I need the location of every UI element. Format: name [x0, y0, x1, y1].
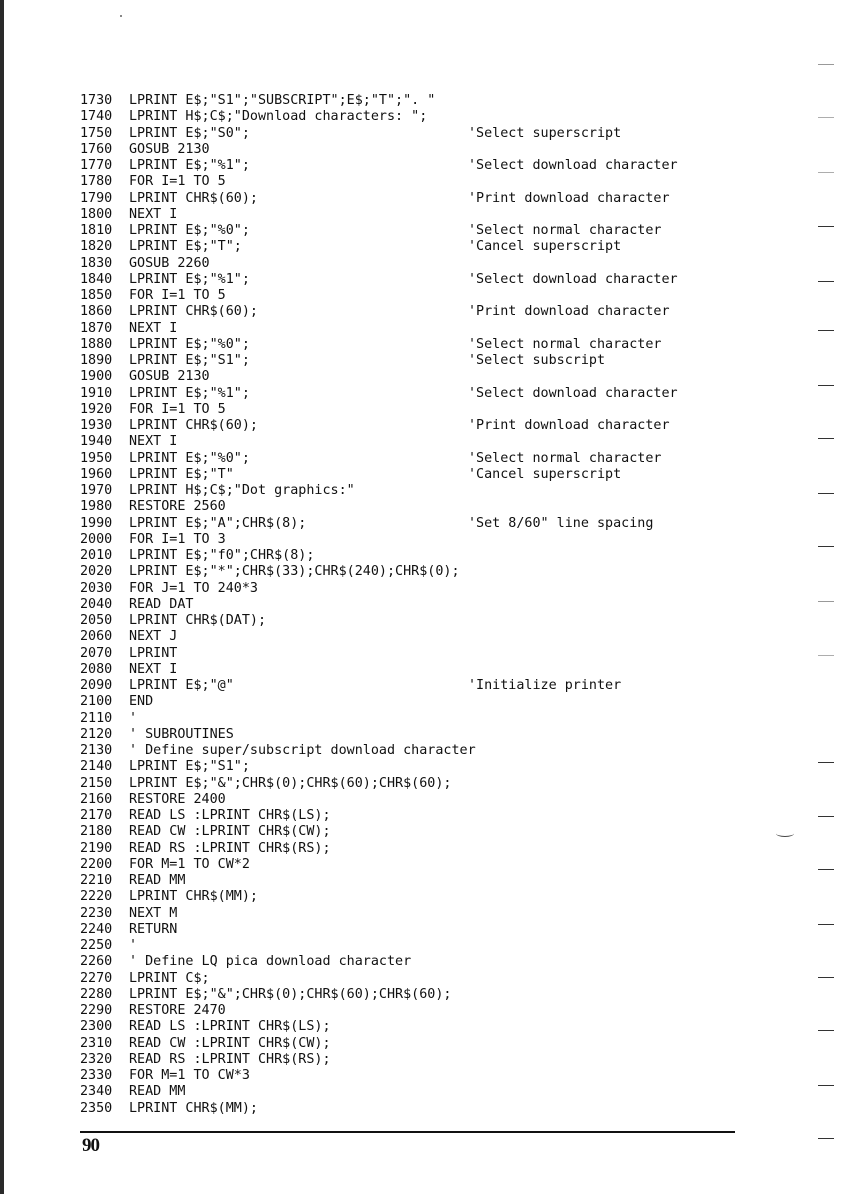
code-comment: 'Print download character — [468, 190, 670, 206]
line-number: 2030 — [80, 580, 113, 596]
code-line — [80, 207, 780, 223]
code-statement: READ LS :LPRINT CHR$(LS); — [129, 808, 331, 823]
line-number: 1950 — [80, 450, 113, 466]
code-statement: LPRINT E$;"%0"; — [129, 450, 250, 466]
code-line — [80, 581, 780, 597]
code-line — [80, 759, 780, 775]
code-statement: LPRINT CHR$(60); — [129, 418, 258, 433]
line-number: 1750 — [80, 125, 113, 141]
code-statement: ' — [129, 710, 138, 726]
code-statement: FOR I=1 TO 5 — [129, 174, 226, 190]
line-number: 2230 — [80, 905, 113, 921]
code-line — [80, 499, 780, 515]
line-number: 2330 — [80, 1068, 113, 1083]
code-statement: NEXT I — [129, 320, 178, 336]
code-line — [80, 93, 780, 109]
line-number: 2310 — [80, 1035, 113, 1051]
code-line — [80, 694, 780, 710]
page-number: 90 — [82, 1135, 99, 1156]
code-statement: RESTORE 2400 — [129, 791, 226, 807]
line-number: 2280 — [80, 986, 113, 1002]
code-statement: LPRINT E$;"T"; — [129, 239, 242, 255]
code-line — [80, 727, 780, 743]
line-number: 2000 — [80, 531, 113, 547]
code-statement: LPRINT E$;"%0"; — [129, 223, 250, 238]
line-number: 1970 — [80, 483, 113, 498]
margin-mark — [818, 1085, 834, 1086]
code-line — [80, 223, 780, 239]
code-statement: LPRINT E$;"T" — [129, 466, 234, 482]
line-number: 2090 — [80, 678, 113, 693]
line-number: 1760 — [80, 141, 113, 157]
code-statement: FOR I=1 TO 5 — [129, 401, 226, 417]
margin-mark — [818, 816, 834, 817]
line-number: 2160 — [80, 791, 113, 807]
line-number: 2170 — [80, 808, 113, 823]
code-comment: 'Select normal character — [468, 336, 662, 352]
line-number: 1990 — [80, 515, 113, 531]
code-statement: READ MM — [129, 873, 186, 888]
code-line — [80, 272, 780, 288]
line-number: 2340 — [80, 1084, 113, 1100]
line-number: 2140 — [80, 759, 113, 775]
code-line — [80, 174, 780, 190]
code-line — [80, 1084, 780, 1100]
line-number: 2050 — [80, 613, 113, 628]
margin-mark — [818, 172, 834, 173]
code-line — [80, 1068, 780, 1084]
line-number: 2350 — [80, 1100, 113, 1116]
code-statement: LPRINT E$;"@" — [129, 678, 234, 693]
code-line — [80, 613, 780, 629]
code-statement: LPRINT CHR$(MM); — [129, 889, 258, 905]
code-comment: 'Select subscript — [468, 353, 606, 368]
code-line — [80, 629, 780, 645]
code-line — [80, 922, 780, 938]
line-number: 1900 — [80, 369, 113, 385]
line-number: 2240 — [80, 921, 113, 937]
line-number: 1790 — [80, 190, 113, 206]
code-line — [80, 256, 780, 272]
code-listing — [80, 93, 780, 1117]
line-number: 1800 — [80, 206, 113, 222]
code-line — [80, 873, 780, 889]
margin-mark — [818, 493, 834, 494]
line-number: 1770 — [80, 158, 113, 173]
margin-mark — [818, 438, 834, 439]
code-line — [80, 1052, 780, 1068]
code-statement: LPRINT CHR$(60); — [129, 190, 258, 206]
margin-mark — [818, 385, 834, 386]
code-line — [80, 548, 780, 564]
margin-mark — [818, 546, 834, 547]
code-line — [80, 158, 780, 174]
code-line — [80, 288, 780, 304]
line-number: 1740 — [80, 109, 113, 125]
line-number: 2180 — [80, 824, 113, 840]
code-line — [80, 353, 780, 369]
code-comment: 'Cancel superscript — [468, 239, 622, 255]
code-line — [80, 532, 780, 548]
line-number: 1930 — [80, 418, 113, 433]
code-statement: FOR J=1 TO 240*3 — [129, 580, 258, 596]
line-number: 2110 — [80, 710, 113, 726]
code-line — [80, 954, 780, 970]
line-number: 1860 — [80, 304, 113, 320]
code-line — [80, 1019, 780, 1035]
code-statement: READ MM — [129, 1084, 186, 1100]
code-statement: LPRINT — [129, 645, 178, 661]
line-number: 1840 — [80, 271, 113, 287]
code-line — [80, 662, 780, 678]
code-comment: 'Select download character — [468, 271, 678, 287]
code-line — [80, 434, 780, 450]
line-number: 2120 — [80, 726, 113, 742]
code-line — [80, 776, 780, 792]
line-number: 2250 — [80, 938, 113, 953]
line-number: 2010 — [80, 548, 113, 563]
code-statement: LPRINT CHR$(MM); — [129, 1100, 258, 1116]
code-line — [80, 337, 780, 353]
line-number: 2060 — [80, 629, 113, 645]
margin-mark — [818, 64, 834, 65]
code-comment: 'Select download character — [468, 385, 678, 401]
code-line — [80, 971, 780, 987]
code-statement: LPRINT E$;"*";CHR$(33);CHR$(240);CHR$(0); — [129, 564, 460, 580]
code-line — [80, 646, 780, 662]
code-statement: ' SUBROUTINES — [129, 726, 234, 742]
code-line — [80, 597, 780, 613]
code-statement: LPRINT E$;"f0";CHR$(8); — [129, 548, 315, 563]
line-number: 1920 — [80, 401, 113, 417]
code-statement: LPRINT E$;"%1"; — [129, 158, 250, 173]
code-line — [80, 889, 780, 905]
code-comment: 'Select normal character — [468, 223, 662, 238]
margin-mark — [818, 330, 834, 331]
code-statement: READ RS :LPRINT CHR$(RS); — [129, 840, 331, 856]
code-line — [80, 402, 780, 418]
code-statement: LPRINT E$;"&";CHR$(0);CHR$(60);CHR$(60); — [129, 986, 452, 1002]
code-statement: RETURN — [129, 921, 178, 937]
code-statement: ' Define LQ pica download character — [129, 954, 412, 970]
code-line — [80, 321, 780, 337]
line-number: 2080 — [80, 661, 113, 677]
line-number: 2190 — [80, 840, 113, 856]
code-statement: LPRINT H$;C$;"Download characters: "; — [129, 109, 428, 125]
line-number: 2300 — [80, 1019, 113, 1035]
line-number: 2040 — [80, 596, 113, 612]
code-statement: LPRINT CHR$(60); — [129, 304, 258, 320]
line-number: 2290 — [80, 1003, 113, 1018]
line-number: 2020 — [80, 564, 113, 580]
code-line — [80, 841, 780, 857]
line-number: 1730 — [80, 93, 113, 108]
line-number: 1940 — [80, 434, 113, 450]
footer-rule — [80, 1131, 735, 1133]
line-number: 1960 — [80, 466, 113, 482]
line-number: 1820 — [80, 239, 113, 255]
margin-mark — [818, 924, 834, 925]
code-comment: 'Cancel superscript — [468, 466, 622, 482]
code-comment: 'Print download character — [468, 304, 670, 320]
line-number: 2200 — [80, 856, 113, 872]
code-line — [80, 126, 780, 142]
line-number: 1880 — [80, 336, 113, 352]
code-statement: NEXT I — [129, 661, 178, 677]
code-line — [80, 1036, 780, 1052]
code-line — [80, 711, 780, 727]
code-statement: NEXT M — [129, 905, 178, 921]
code-comment: 'Print download character — [468, 418, 670, 433]
code-statement: FOR I=1 TO 5 — [129, 288, 226, 303]
code-statement: LPRINT E$;"S0"; — [129, 125, 250, 141]
code-line — [80, 239, 780, 255]
line-number: 2320 — [80, 1051, 113, 1067]
code-line — [80, 386, 780, 402]
margin-mark — [818, 762, 834, 763]
code-statement: READ RS :LPRINT CHR$(RS); — [129, 1051, 331, 1067]
code-statement: NEXT I — [129, 434, 178, 450]
margin-mark — [818, 1138, 834, 1139]
code-statement: READ DAT — [129, 596, 194, 612]
line-number: 1780 — [80, 174, 113, 190]
code-line — [80, 1003, 780, 1019]
code-line — [80, 906, 780, 922]
code-statement: NEXT J — [129, 629, 178, 645]
code-statement: LPRINT CHR$(DAT); — [129, 613, 267, 628]
margin-mark — [818, 655, 834, 656]
line-number: 2210 — [80, 873, 113, 888]
line-number: 2220 — [80, 889, 113, 905]
line-number: 1810 — [80, 223, 113, 238]
code-statement: GOSUB 2130 — [129, 141, 210, 157]
code-statement: GOSUB 2130 — [129, 369, 210, 385]
code-line — [80, 678, 780, 694]
code-statement: RESTORE 2560 — [129, 499, 226, 515]
code-comment: 'Select superscript — [468, 125, 622, 141]
code-statement: LPRINT H$;C$;"Dot graphics:" — [129, 483, 355, 498]
code-statement: FOR M=1 TO CW*2 — [129, 856, 250, 872]
line-number: 2270 — [80, 970, 113, 986]
code-statement: LPRINT E$;"%1"; — [129, 385, 250, 401]
code-line — [80, 304, 780, 320]
code-statement: LPRINT E$;"A";CHR$(8); — [129, 515, 307, 531]
line-number: 1850 — [80, 288, 113, 303]
line-number: 2130 — [80, 743, 113, 758]
margin-mark — [818, 869, 834, 870]
code-line — [80, 792, 780, 808]
code-statement: LPRINT E$;"S1";"SUBSCRIPT";E$;"T";". " — [129, 93, 436, 108]
code-statement: LPRINT E$;"S1"; — [129, 759, 250, 775]
code-comment: 'Select normal character — [468, 450, 662, 466]
code-line — [80, 418, 780, 434]
code-line — [80, 142, 780, 158]
code-line — [80, 483, 780, 499]
code-line — [80, 857, 780, 873]
margin-mark — [818, 226, 834, 227]
line-number: 1910 — [80, 385, 113, 401]
code-line — [80, 369, 780, 385]
margin-mark — [818, 601, 834, 602]
code-statement: GOSUB 2260 — [129, 255, 210, 271]
line-number: 2150 — [80, 775, 113, 791]
code-statement: ' — [129, 938, 138, 953]
code-line — [80, 1101, 780, 1117]
code-line — [80, 808, 780, 824]
code-statement: ' Define super/subscript download character — [129, 743, 476, 758]
code-statement: LPRINT E$;"%1"; — [129, 271, 250, 287]
code-statement: FOR M=1 TO CW*3 — [129, 1068, 250, 1083]
margin-mark — [818, 977, 834, 978]
code-statement: LPRINT E$;"%0"; — [129, 336, 250, 352]
code-comment: 'Select download character — [468, 158, 678, 173]
code-statement: LPRINT C$; — [129, 970, 210, 986]
code-statement: READ CW :LPRINT CHR$(CW); — [129, 1035, 331, 1051]
code-statement: READ CW :LPRINT CHR$(CW); — [129, 824, 331, 840]
code-comment: 'Initialize printer — [468, 678, 622, 693]
code-statement: READ LS :LPRINT CHR$(LS); — [129, 1019, 331, 1035]
code-statement: FOR I=1 TO 3 — [129, 531, 226, 547]
line-number: 1870 — [80, 320, 113, 336]
line-number: 1830 — [80, 255, 113, 271]
code-line — [80, 564, 780, 580]
margin-curve-mark — [776, 830, 794, 837]
code-statement: LPRINT E$;"S1"; — [129, 353, 250, 368]
code-comment: 'Set 8/60" line spacing — [468, 515, 654, 531]
code-line — [80, 938, 780, 954]
scan-speck — [120, 15, 122, 17]
code-line — [80, 743, 780, 759]
code-line — [80, 451, 780, 467]
code-statement: NEXT I — [129, 206, 178, 222]
line-number: 2260 — [80, 954, 113, 970]
code-statement: RESTORE 2470 — [129, 1003, 226, 1018]
line-number: 2100 — [80, 694, 113, 710]
page-left-edge — [0, 0, 4, 1194]
code-line — [80, 191, 780, 207]
code-line — [80, 824, 780, 840]
code-line — [80, 516, 780, 532]
line-number: 1890 — [80, 353, 113, 368]
code-statement: LPRINT E$;"&";CHR$(0);CHR$(60);CHR$(60); — [129, 775, 452, 791]
margin-mark — [818, 1030, 834, 1031]
code-line — [80, 109, 780, 125]
margin-mark — [818, 117, 834, 118]
line-number: 1980 — [80, 499, 113, 515]
code-statement: END — [129, 694, 154, 710]
code-line — [80, 467, 780, 483]
code-line — [80, 987, 780, 1003]
line-number: 2070 — [80, 645, 113, 661]
margin-mark — [818, 281, 834, 282]
